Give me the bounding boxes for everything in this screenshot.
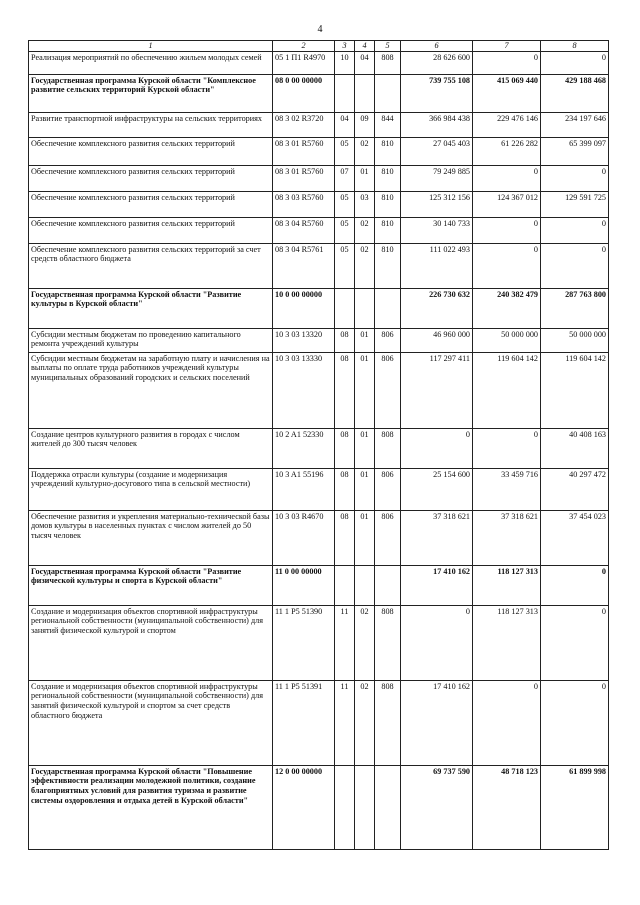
- row-amount-year-3: 0: [541, 565, 609, 605]
- row-amount-year-1: 111 022 493: [401, 243, 473, 288]
- budget-table: [28, 40, 609, 850]
- column-header: 7: [473, 41, 541, 52]
- row-name: Обеспечение комплексного развития сельских территорий: [29, 217, 273, 243]
- row-code: 11 1 P5 51391: [273, 680, 335, 765]
- row-amount-year-2: 415 069 440: [473, 74, 541, 112]
- row-amount-year-1: 28 626 600: [401, 51, 473, 74]
- row-code: 08 3 01 R5760: [273, 137, 335, 165]
- row-section: 05: [335, 217, 355, 243]
- row-subsection: [355, 565, 375, 605]
- row-amount-year-1: 739 755 108: [401, 74, 473, 112]
- row-code: 10 3 03 13330: [273, 352, 335, 428]
- row-subsection: 01: [355, 328, 375, 352]
- row-amount-year-3: 129 591 725: [541, 191, 609, 217]
- row-amount-year-2: 0: [473, 51, 541, 74]
- row-amount-year-2: 240 382 479: [473, 288, 541, 328]
- row-section: 05: [335, 137, 355, 165]
- row-amount-year-3: 0: [541, 165, 609, 191]
- row-subsection: 02: [355, 605, 375, 680]
- row-name: Обеспечение развития и укрепления материально-технической базы домов культуры в населенных пунктах с числом жителей до 50 тысяч человек: [29, 510, 273, 565]
- page-number: 4: [317, 24, 323, 35]
- row-subsection: [355, 765, 375, 849]
- row-code: 10 3 A1 55196: [273, 468, 335, 510]
- column-header: 5: [375, 41, 401, 52]
- row-amount-year-2: 0: [473, 165, 541, 191]
- row-section: 05: [335, 191, 355, 217]
- row-amount-year-1: 0: [401, 605, 473, 680]
- row-amount-year-2: 119 604 142: [473, 352, 541, 428]
- row-amount-year-1: 17 410 162: [401, 680, 473, 765]
- row-amount-year-3: 0: [541, 51, 609, 74]
- row-name: Государственная программа Курской области "Развитие физической культуры и спорта в Курской области": [29, 565, 273, 605]
- row-subsection: 02: [355, 217, 375, 243]
- column-header: 6: [401, 41, 473, 52]
- row-code: 10 2 A1 52330: [273, 428, 335, 468]
- row-expense-type: 808: [375, 428, 401, 468]
- row-amount-year-1: 125 312 156: [401, 191, 473, 217]
- row-code: 11 0 00 00000: [273, 565, 335, 605]
- row-code: 10 3 03 13320: [273, 328, 335, 352]
- row-expense-type: 808: [375, 51, 401, 74]
- row-amount-year-3: 287 763 800: [541, 288, 609, 328]
- row-name: Субсидии местным бюджетам на заработную плату и начисления на выплаты по оплате труда работников учреждений культуры муниципальных образований городских и сельских поселений: [29, 352, 273, 428]
- row-section: 07: [335, 165, 355, 191]
- row-amount-year-1: 30 140 733: [401, 217, 473, 243]
- row-expense-type: 810: [375, 243, 401, 288]
- row-code: 08 3 02 R3720: [273, 112, 335, 137]
- row-amount-year-2: 124 367 012: [473, 191, 541, 217]
- row-section: 04: [335, 112, 355, 137]
- row-code: 10 3 03 R4670: [273, 510, 335, 565]
- row-amount-year-3: 119 604 142: [541, 352, 609, 428]
- row-code: 08 0 00 00000: [273, 74, 335, 112]
- row-expense-type: 844: [375, 112, 401, 137]
- row-code: 10 0 00 00000: [273, 288, 335, 328]
- row-name: Создание и модернизация объектов спортивной инфраструктуры региональной собственности (муниципальной собственности) для занятий физической культурой и спортом за счет средств областного бюджета: [29, 680, 273, 765]
- row-section: 08: [335, 328, 355, 352]
- row-amount-year-3: 0: [541, 680, 609, 765]
- program-row: [29, 565, 609, 605]
- row-expense-type: 806: [375, 510, 401, 565]
- row-amount-year-3: 0: [541, 217, 609, 243]
- row-expense-type: 810: [375, 165, 401, 191]
- row-section: [335, 765, 355, 849]
- row-amount-year-3: 429 188 468: [541, 74, 609, 112]
- row-expense-type: 810: [375, 191, 401, 217]
- row-subsection: 01: [355, 352, 375, 428]
- row-amount-year-1: 117 297 411: [401, 352, 473, 428]
- row-section: [335, 74, 355, 112]
- row-section: 08: [335, 352, 355, 428]
- column-header: 4: [355, 41, 375, 52]
- row-amount-year-2: 61 226 282: [473, 137, 541, 165]
- row-subsection: 02: [355, 243, 375, 288]
- row-amount-year-2: 33 459 716: [473, 468, 541, 510]
- row-expense-type: 808: [375, 605, 401, 680]
- row-expense-type: 806: [375, 328, 401, 352]
- row-section: 05: [335, 243, 355, 288]
- row-amount-year-1: 0: [401, 428, 473, 468]
- program-row: [29, 74, 609, 112]
- row-name: Развитие транспортной инфраструктуры на сельских территориях: [29, 112, 273, 137]
- row-amount-year-2: 229 476 146: [473, 112, 541, 137]
- table-row: [29, 428, 609, 468]
- row-name: Поддержка отрасли культуры (создание и модернизация учреждений культурно-досугового типа в сельской местности): [29, 468, 273, 510]
- table-row: [29, 468, 609, 510]
- row-subsection: 01: [355, 510, 375, 565]
- row-amount-year-1: 25 154 600: [401, 468, 473, 510]
- row-subsection: 01: [355, 468, 375, 510]
- row-subsection: 02: [355, 680, 375, 765]
- column-header: 2: [273, 41, 335, 52]
- row-amount-year-1: 46 960 000: [401, 328, 473, 352]
- table-row: [29, 243, 609, 288]
- row-section: [335, 288, 355, 328]
- column-header: 8: [541, 41, 609, 52]
- table-row: [29, 112, 609, 137]
- row-section: 11: [335, 605, 355, 680]
- row-name: Государственная программа Курской области "Комплексное развитие сельских территорий Курской области": [29, 74, 273, 112]
- row-amount-year-2: 0: [473, 243, 541, 288]
- row-amount-year-2: 118 127 313: [473, 565, 541, 605]
- column-number-row: [29, 41, 609, 52]
- row-name: Субсидии местным бюджетам по проведению капитального ремонта учреждений культуры: [29, 328, 273, 352]
- row-section: 08: [335, 468, 355, 510]
- row-section: [335, 565, 355, 605]
- table-row: [29, 328, 609, 352]
- row-amount-year-2: 0: [473, 428, 541, 468]
- row-code: 05 1 П1 R4970: [273, 51, 335, 74]
- table-row: [29, 191, 609, 217]
- row-code: 08 3 04 R5761: [273, 243, 335, 288]
- row-amount-year-3: 40 408 163: [541, 428, 609, 468]
- row-code: 11 1 P5 51390: [273, 605, 335, 680]
- row-amount-year-3: 50 000 000: [541, 328, 609, 352]
- row-expense-type: 810: [375, 137, 401, 165]
- row-amount-year-3: 0: [541, 605, 609, 680]
- row-amount-year-2: 118 127 313: [473, 605, 541, 680]
- row-amount-year-3: 37 454 023: [541, 510, 609, 565]
- row-name: Обеспечение комплексного развития сельских территорий: [29, 137, 273, 165]
- table-row: [29, 510, 609, 565]
- row-name: Реализация мероприятий по обеспечению жильем молодых семей: [29, 51, 273, 74]
- row-expense-type: 806: [375, 468, 401, 510]
- row-amount-year-3: 40 297 472: [541, 468, 609, 510]
- row-name: Государственная программа Курской области "Повышение эффективности реализации молодежной политики, создание благоприятных условий для развития туризма и развитие системы оздоровления и отдыха детей в Курской области": [29, 765, 273, 849]
- row-expense-type: 810: [375, 217, 401, 243]
- row-amount-year-3: 234 197 646: [541, 112, 609, 137]
- row-expense-type: [375, 765, 401, 849]
- row-amount-year-3: 61 899 998: [541, 765, 609, 849]
- row-amount-year-2: 48 718 123: [473, 765, 541, 849]
- row-amount-year-2: 0: [473, 217, 541, 243]
- row-amount-year-2: 50 000 000: [473, 328, 541, 352]
- row-name: Создание центров культурного развития в городах с числом жителей до 300 тысяч человек: [29, 428, 273, 468]
- table-row: [29, 352, 609, 428]
- row-name: Создание и модернизация объектов спортивной инфраструктуры региональной собственности (муниципальной собственности) для занятий физической культурой и спортом: [29, 605, 273, 680]
- program-row: [29, 765, 609, 849]
- row-expense-type: [375, 74, 401, 112]
- column-header: 3: [335, 41, 355, 52]
- row-name: Обеспечение комплексного развития сельских территорий за счет средств областного бюджета: [29, 243, 273, 288]
- row-section: 10: [335, 51, 355, 74]
- row-section: 11: [335, 680, 355, 765]
- row-subsection: [355, 74, 375, 112]
- row-amount-year-2: 37 318 621: [473, 510, 541, 565]
- row-name: Обеспечение комплексного развития сельских территорий: [29, 165, 273, 191]
- table-row: [29, 680, 609, 765]
- row-amount-year-1: 37 318 621: [401, 510, 473, 565]
- row-amount-year-1: 366 984 438: [401, 112, 473, 137]
- row-subsection: 01: [355, 428, 375, 468]
- row-expense-type: 806: [375, 352, 401, 428]
- row-amount-year-1: 79 249 885: [401, 165, 473, 191]
- row-amount-year-1: 69 737 590: [401, 765, 473, 849]
- row-subsection: 09: [355, 112, 375, 137]
- row-expense-type: [375, 565, 401, 605]
- row-amount-year-3: 0: [541, 243, 609, 288]
- row-section: 08: [335, 428, 355, 468]
- row-section: 08: [335, 510, 355, 565]
- row-amount-year-1: 226 730 632: [401, 288, 473, 328]
- row-subsection: [355, 288, 375, 328]
- program-row: [29, 288, 609, 328]
- table-row: [29, 165, 609, 191]
- row-expense-type: [375, 288, 401, 328]
- row-amount-year-1: 27 045 403: [401, 137, 473, 165]
- table-row: [29, 137, 609, 165]
- row-subsection: 01: [355, 165, 375, 191]
- row-code: 12 0 00 00000: [273, 765, 335, 849]
- row-code: 08 3 04 R5760: [273, 217, 335, 243]
- row-subsection: 02: [355, 137, 375, 165]
- table-row: [29, 217, 609, 243]
- row-expense-type: 808: [375, 680, 401, 765]
- row-name: Обеспечение комплексного развития сельских территорий: [29, 191, 273, 217]
- table-row: [29, 605, 609, 680]
- row-amount-year-2: 0: [473, 680, 541, 765]
- table-row: [29, 51, 609, 74]
- row-code: 08 3 03 R5760: [273, 191, 335, 217]
- row-code: 08 3 01 R5760: [273, 165, 335, 191]
- row-name: Государственная программа Курской области "Развитие культуры в Курской области": [29, 288, 273, 328]
- column-header: 1: [29, 41, 273, 52]
- row-amount-year-1: 17 410 162: [401, 565, 473, 605]
- row-amount-year-3: 65 399 097: [541, 137, 609, 165]
- row-subsection: 03: [355, 191, 375, 217]
- row-subsection: 04: [355, 51, 375, 74]
